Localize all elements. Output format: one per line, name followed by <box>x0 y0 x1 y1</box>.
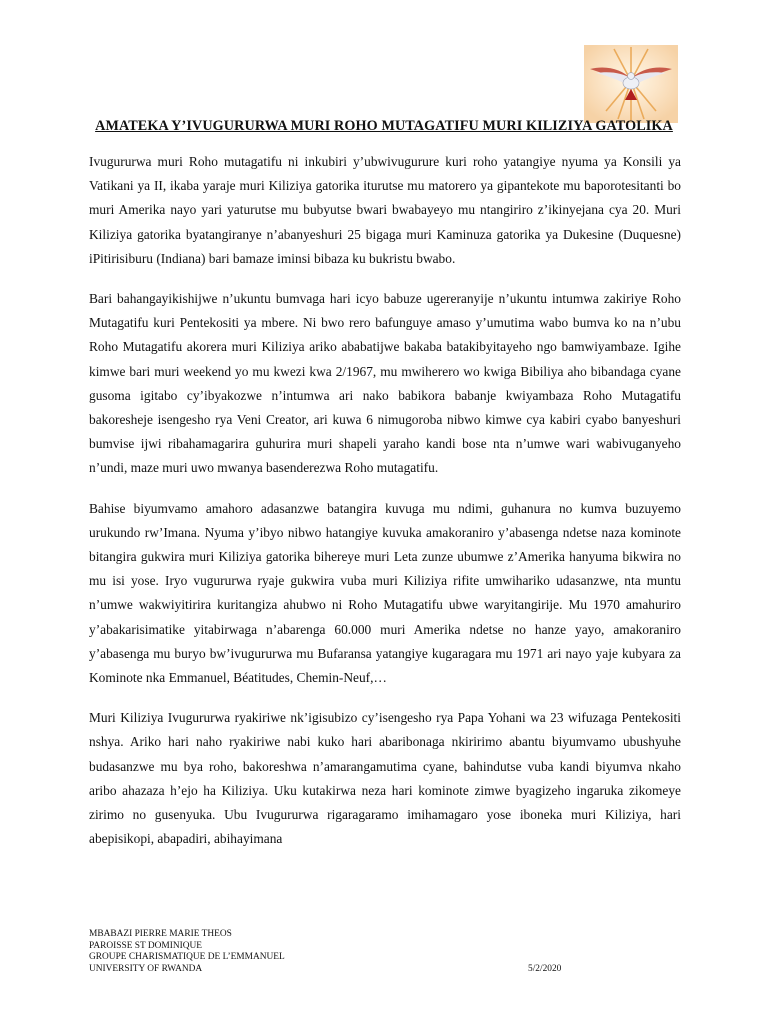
footer-date: 5/2/2020 <box>528 964 562 974</box>
paragraph: Muri Kiliziya Ivugururwa ryakiriwe nk’igisubizo cy’isengesho rya Papa Yohani wa 23 wifuzaga Pentekositi nshya. Ariko hari naho ryakiriwe nabi kuko hari abaribonaga nkiririmo abantu biyumvamo ubushyuhe budasanzwe mu bya roho, bakoreshwa n’amarangamutima cyane, bahindutse vuba kandi biyumva nkaho aribo ahazaza h’ejo ha Kiliziya. Uku kutakirwa neza hari kominote zimwe byagizeho ingaruka zikomeye zirimo no gusenyuka. Ubu Ivugururwa rigaragaramo imihamagaro yose iboneka muri Kiliziya, hari abepisikopi, abapadiri, abihayimana <box>89 710 681 847</box>
footer-author-block <box>89 929 285 975</box>
document-title: AMATEKA Y’IVUGURURWA MURI ROHO MUTAGATIFU MURI KILIZIYA GATOLIKA <box>95 118 673 134</box>
footer-author-name: MBABAZI PIERRE MARIE THEOS <box>89 929 232 939</box>
paragraph: Ivugururwa muri Roho mutagatifu ni inkubiri y’ubwivugurure kuri roho yatangiye nyuma ya Konsili ya Vatikani ya II, ikaba yaraje muri Kiliziya gatorika iturutse mu matorero ya gipantekote mu baporotesitanti bo muri Amerika nayo yari yaturutse mu bubyutse bwari bwabayeyo mu ntangiriro z’ikinyejana cya 20. Muri Kiliziya gatorika byatangiranye n’abanyeshuri 25 bigaga muri Kaminuza gatorika ya Dukesine (Duquesne) iPitirisiburu (Indiana) bari bamaze iminsi bibaza ku bukristu bwabo. <box>89 154 681 266</box>
footer-university: UNIVERSITY OF RWANDA <box>89 963 203 974</box>
holy-spirit-dove-icon <box>584 45 678 123</box>
footer-group: GROUPE CHARISMATIQUE DE L’EMMANUEL <box>89 952 285 963</box>
document-body <box>89 150 681 867</box>
footer-parish: PAROISSE ST DOMINIQUE <box>89 940 203 951</box>
paragraph: Bari bahangayikishijwe n’ukuntu bumvaga hari icyo babuze ugereranyije n’ukuntu intumwa zakiriye Roho Mutagatifu kuri Pentekositi ya mbere. Ni bwo rero bafunguye amaso y’umutima wabo bumva ko na n’ubu Roho Mutagatifu akorera muri Kiliziya ariko ababatijwe bakaba batakibyitayeho ngo bamwiyambaze. Igihe kimwe bari muri weekend yo mu kwezi kwa 2/1967, mu mwiherero wo kwiga Bibiliya aho bibandaga cyane gusoma igitabo cy’ibyakozwe n’intumwa ari nako babikora babanje kwiyambaza Roho Mutagatifu bakoresheje isengesho rya Veni Creator, ari kuwa 6 nimugoroba nibwo kimwe cya kabiri cyabo banyeshuri bumvise ijwi ribahamagarira guhurira muri shapeli yaraho kandi bose nta n’umwe wari wabivuganyeho n’undi, maze muri uwo mwanya basenderezwa Roho mutagatifu. <box>89 291 681 476</box>
paragraph: Bahise biyumvamo amahoro adasanzwe batangira kuvuga mu ndimi, guhanura no kumva buzuyemo urukundo rw’Imana. Nyuma y’ibyo nibwo hatangiye kuvuka amakoraniro y’abasenga ndetse naza kominote bitangira gukwira muri Kiliziya gatorika bihereye muri Leta zunze ubumwe z’Amerika hanyuma bikwira no mu isi yose. Iryo vugururwa ryaje gukwira vuba muri Kiliziya rifite umwihariko udasanzwe, nta muntu n’umwe wakwiyitirira kuritangiza ahubwo ni Roho Mutagatifu ubwe waryitangirije. Mu 1970 amahuriro y’abakarisimatike yitabirwaga n’abarenga 60.000 muri Amerika ndetse no hanze yayo, amakoraniro y’abasenga mu buryo bw’ivugururwa mu Bufaransa yatangiye kugaragara mu 1971 ari nayo yaje kubyara za Kominote nka Emmanuel, Béatitudes, Chemin-Neuf,… <box>89 500 681 686</box>
